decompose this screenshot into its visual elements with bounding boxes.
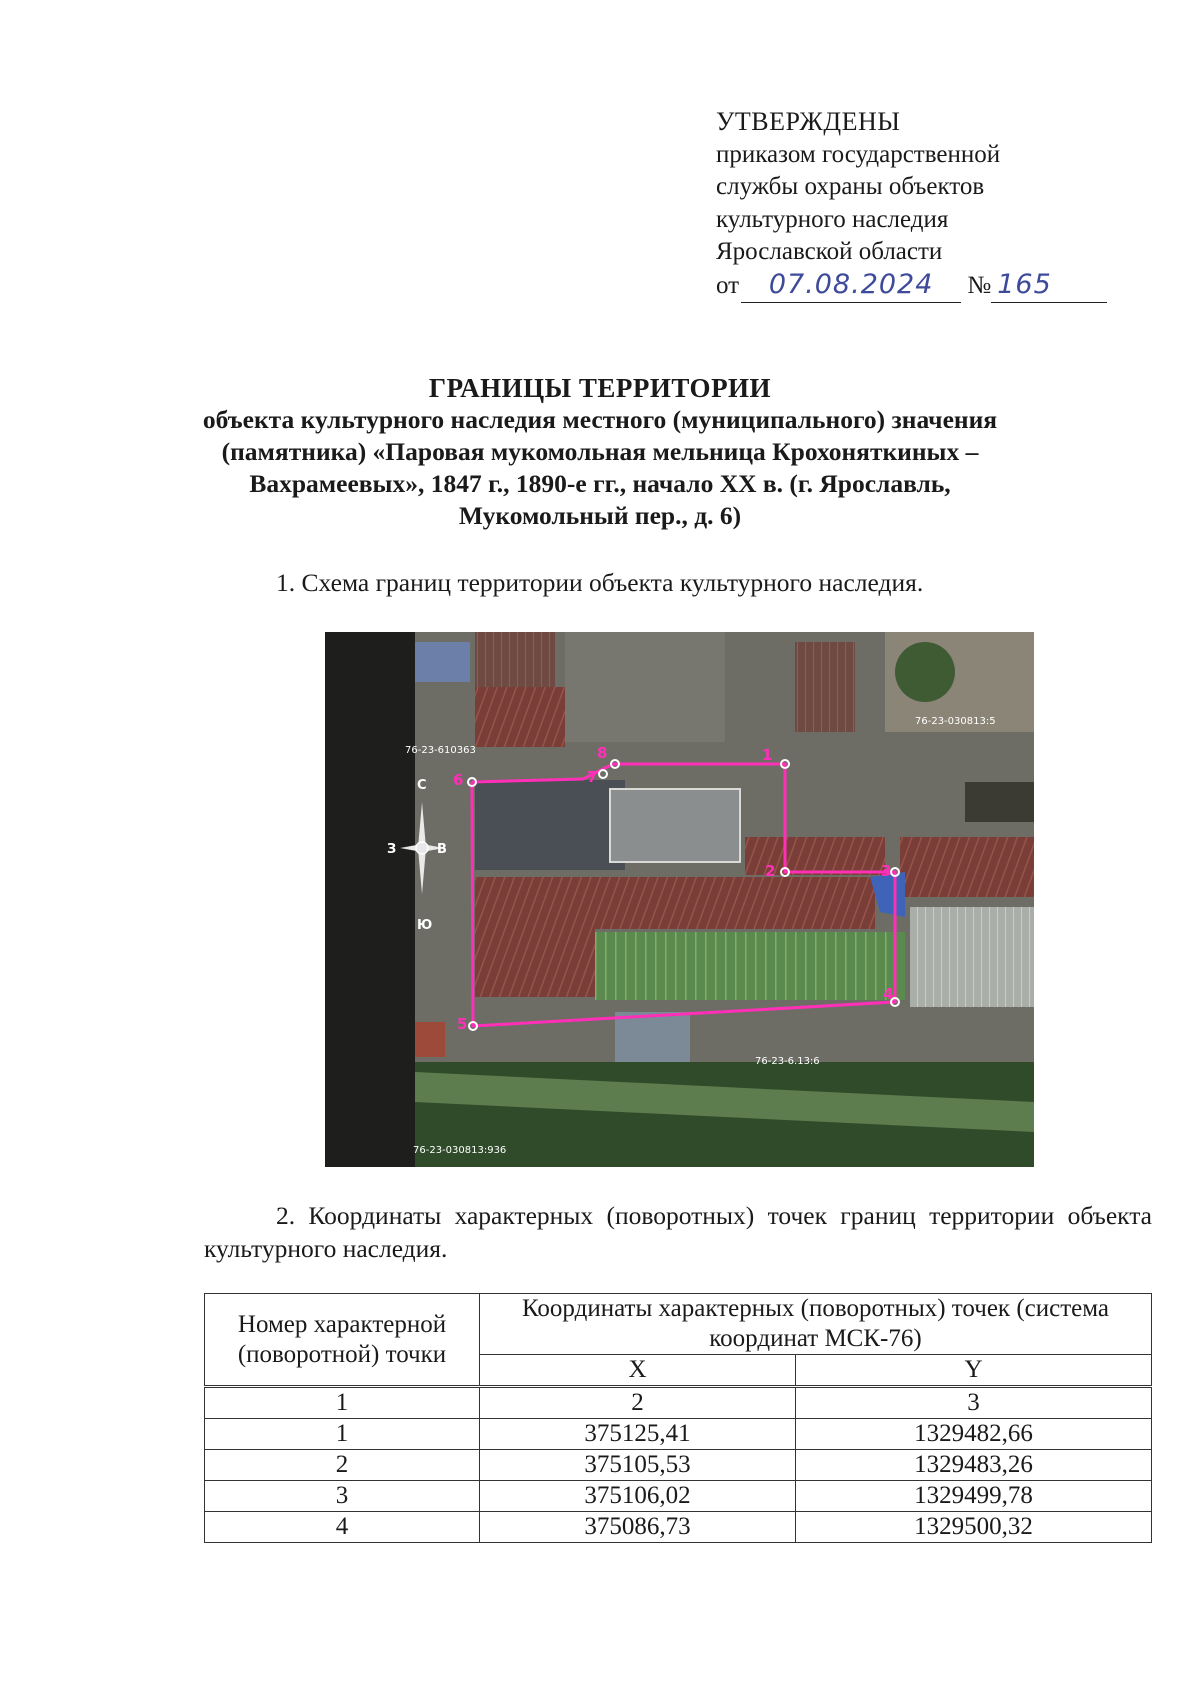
x-cell: 375105,53	[480, 1450, 796, 1481]
title-main: ГРАНИЦЫ ТЕРРИТОРИИ	[428, 373, 772, 403]
table-row	[205, 1512, 1152, 1543]
parcel-number: 76-23-610363	[405, 745, 476, 756]
map-roof	[415, 1022, 445, 1057]
numbering-cell: 3	[796, 1387, 1152, 1419]
header-coordinates: Координаты характерных (поворотных) точек (система координат МСК-76)	[480, 1294, 1152, 1355]
table-row	[205, 1419, 1152, 1450]
approval-line: культурного наследия	[716, 205, 949, 233]
y-cell: 1329500,32	[796, 1512, 1152, 1543]
title-sub-line: Вахрамеевых», 1847 г., 1890-е гг., начало XX в. (г. Ярославль,	[249, 469, 951, 498]
map-roof	[475, 877, 595, 997]
section-2-heading: 2. Координаты характерных (поворотных) точек границ территории объекта культурного наследия.	[204, 1201, 1152, 1263]
point-label: 4	[883, 985, 894, 1003]
approval-date-line	[716, 269, 1136, 304]
point-number-cell: 2	[205, 1450, 480, 1481]
point-label: 1	[762, 746, 773, 764]
y-cell: 1329483,26	[796, 1450, 1152, 1481]
map-roof	[475, 687, 565, 747]
title-sub-line: (памятника) «Паровая мукомольная мельница Крохоняткиных –	[221, 437, 979, 466]
x-cell: 375125,41	[480, 1419, 796, 1450]
numbering-cell: 2	[480, 1387, 796, 1419]
compass-west: З	[387, 842, 397, 857]
x-cell: 375086,73	[480, 1512, 796, 1543]
map-roof	[475, 632, 555, 687]
numbering-cell: 1	[205, 1387, 480, 1419]
approval-block	[716, 106, 1136, 303]
header-y: Y	[796, 1355, 1152, 1387]
x-cell: 375106,02	[480, 1481, 796, 1512]
y-cell: 1329499,78	[796, 1481, 1152, 1512]
handwritten-date: 07.08.2024	[768, 268, 934, 300]
header-x: X	[480, 1355, 796, 1387]
approval-line: службы охраны объектов	[716, 173, 985, 200]
point-number-cell: 1	[205, 1419, 480, 1450]
point-label: 3	[881, 862, 892, 880]
map-road-strip	[325, 632, 415, 1167]
compass-south: Ю	[417, 918, 433, 933]
title-sub-line: Мукомольный пер., д. 6)	[458, 501, 742, 530]
coordinates-table	[204, 1293, 1152, 1543]
number-prefix: №	[967, 271, 992, 299]
date-prefix: от	[716, 271, 740, 299]
point-label: 5	[457, 1015, 468, 1033]
title-sub-line: объекта культурного наследия местного (муниципального) значения	[202, 405, 998, 434]
map-roof	[910, 907, 1034, 1007]
boundary-scheme-map	[325, 632, 1034, 1167]
map-roof	[595, 877, 705, 929]
map-roof	[900, 837, 1034, 897]
point-label: 7	[587, 768, 598, 786]
approval-line: приказом государственной	[716, 140, 1001, 168]
parcel-number: 76-23-030813:5	[915, 716, 996, 727]
point-label: 2	[765, 862, 776, 880]
handwritten-number: 165	[997, 268, 1052, 300]
map-roof	[965, 782, 1034, 822]
compass-north: С	[417, 778, 427, 793]
y-cell: 1329482,66	[796, 1419, 1152, 1450]
map-roof	[415, 642, 470, 682]
map-roof	[475, 780, 625, 870]
map-roof	[705, 877, 875, 929]
parcel-number: 76-23-030813:936	[413, 1145, 507, 1156]
map-roof	[615, 1012, 690, 1062]
point-number-cell: 3	[205, 1481, 480, 1512]
section-1-heading: 1. Схема границ территории объекта культурного наследия.	[276, 568, 924, 597]
parcel-number: 76-23-6.13:6	[755, 1056, 820, 1067]
approval-heading: УТВЕРЖДЕНЫ	[716, 107, 901, 136]
table-row	[205, 1450, 1152, 1481]
header-point-number: Номер характерной (поворотной) точки	[205, 1294, 480, 1387]
point-label: 6	[453, 771, 464, 789]
document-title	[180, 372, 1020, 532]
table-row	[205, 1481, 1152, 1512]
compass-east: В	[437, 842, 447, 857]
approval-line: Ярославской области	[716, 238, 943, 265]
point-number-cell: 4	[205, 1512, 480, 1543]
map-roof	[595, 932, 805, 1000]
map-roof	[795, 642, 855, 732]
map-tree	[895, 642, 955, 702]
map-roof	[565, 632, 725, 742]
map-roof	[610, 789, 740, 862]
point-label: 8	[597, 744, 608, 762]
